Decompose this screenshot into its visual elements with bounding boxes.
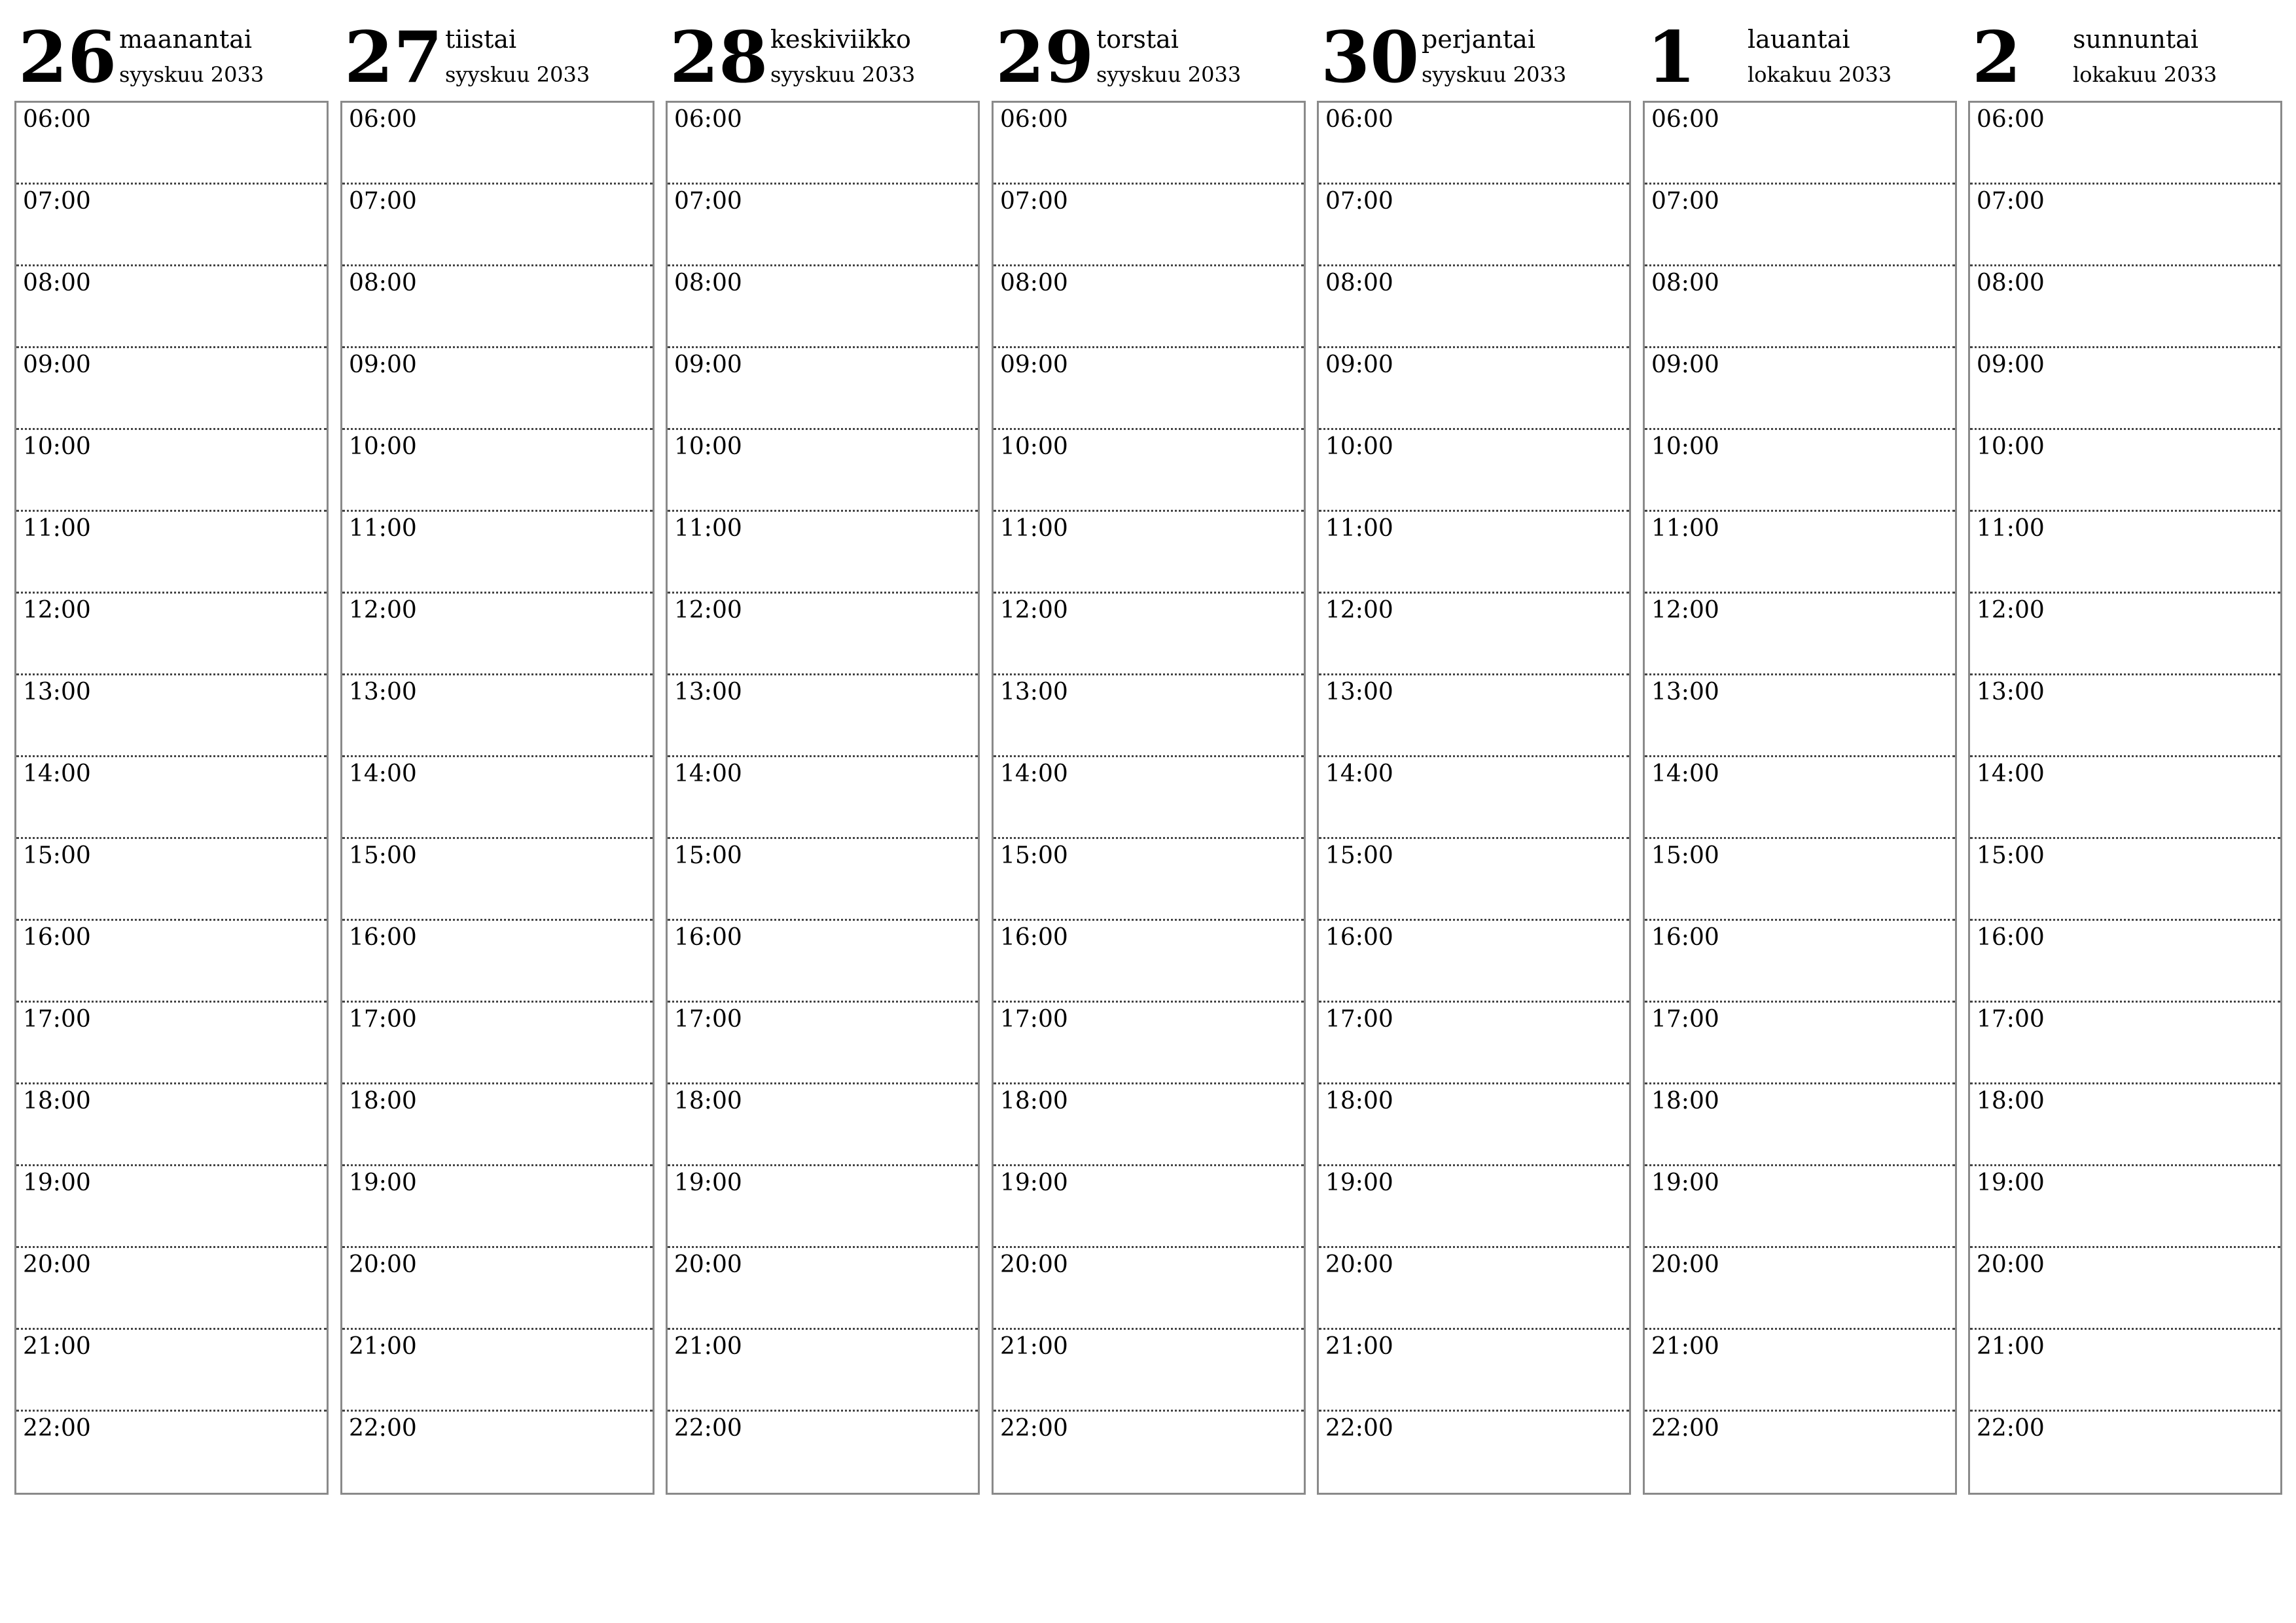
hour-label: 09:00 <box>1000 351 1068 378</box>
day-number: 29 <box>996 16 1094 99</box>
hour-label: 19:00 <box>674 1169 742 1196</box>
hour-label: 22:00 <box>1325 1415 1393 1442</box>
hour-label: 08:00 <box>349 270 417 296</box>
hour-label: 06:00 <box>349 106 417 133</box>
hour-label: 16:00 <box>1325 924 1393 951</box>
hour-label: 16:00 <box>1651 924 1719 951</box>
hour-slot[interactable] <box>994 1084 1304 1166</box>
hour-slot[interactable] <box>668 594 978 675</box>
hour-slot[interactable] <box>1970 839 2280 921</box>
hour-label: 17:00 <box>349 1006 417 1033</box>
hour-label: 12:00 <box>1651 597 1719 624</box>
hour-label: 11:00 <box>1651 515 1719 542</box>
hour-label: 17:00 <box>1977 1006 2045 1033</box>
hour-slot[interactable] <box>1970 757 2280 839</box>
hour-label: 20:00 <box>1977 1251 2045 1278</box>
hour-label: 09:00 <box>1977 351 2045 378</box>
hour-slot[interactable] <box>1319 839 1629 921</box>
hour-slot[interactable] <box>668 839 978 921</box>
hour-slot[interactable] <box>994 1003 1304 1084</box>
hour-slot[interactable] <box>1645 1330 1955 1412</box>
hour-label: 09:00 <box>674 351 742 378</box>
hour-label: 08:00 <box>674 270 742 296</box>
hour-slot[interactable] <box>668 103 978 185</box>
hour-slot[interactable] <box>994 1330 1304 1412</box>
hour-label: 16:00 <box>1977 924 2045 951</box>
hour-label: 10:00 <box>1000 433 1068 460</box>
weekday-name: tiistai <box>445 25 517 54</box>
hour-label: 19:00 <box>1651 1169 1719 1196</box>
hour-label: 14:00 <box>1977 760 2045 787</box>
hour-label: 11:00 <box>674 515 742 542</box>
hour-label: 11:00 <box>1000 515 1068 542</box>
hour-slot[interactable] <box>1645 594 1955 675</box>
hour-slot[interactable] <box>668 1248 978 1330</box>
hour-slot[interactable] <box>994 103 1304 185</box>
hour-slot[interactable] <box>342 675 653 757</box>
hour-label: 06:00 <box>1651 106 1719 133</box>
hour-slot[interactable] <box>342 348 653 430</box>
hour-label: 06:00 <box>1977 106 2045 133</box>
hour-label: 13:00 <box>1325 679 1393 705</box>
hour-label: 16:00 <box>23 924 91 951</box>
day-number: 28 <box>670 16 768 99</box>
hour-slot[interactable] <box>1970 512 2280 594</box>
hour-label: 10:00 <box>1977 433 2045 460</box>
hour-label: 19:00 <box>1325 1169 1393 1196</box>
hour-label: 12:00 <box>674 597 742 624</box>
hour-slot[interactable] <box>342 1166 653 1248</box>
hour-slot[interactable] <box>1970 1166 2280 1248</box>
hour-slot[interactable] <box>1645 1412 1955 1493</box>
hour-slot[interactable] <box>994 185 1304 266</box>
day-column <box>1643 0 1956 1505</box>
day-header <box>1968 0 2281 99</box>
hour-slot[interactable] <box>1970 675 2280 757</box>
hour-slot[interactable] <box>1645 430 1955 512</box>
hour-label: 20:00 <box>23 1251 91 1278</box>
hour-slot[interactable] <box>994 266 1304 348</box>
hour-slot[interactable] <box>994 675 1304 757</box>
hour-slot[interactable] <box>668 266 978 348</box>
hour-label: 17:00 <box>1325 1006 1393 1033</box>
hour-slot[interactable] <box>16 430 327 512</box>
hour-label: 12:00 <box>349 597 417 624</box>
weekday-name: perjantai <box>1422 25 1535 54</box>
hour-slot[interactable] <box>994 348 1304 430</box>
day-schedule-box <box>666 101 980 1495</box>
hour-label: 13:00 <box>23 679 91 705</box>
hour-label: 07:00 <box>1977 188 2045 215</box>
hour-slot[interactable] <box>1970 1084 2280 1166</box>
month-year: syyskuu 2033 <box>1422 62 1567 87</box>
hour-label: 10:00 <box>1651 433 1719 460</box>
hour-slot[interactable] <box>994 1166 1304 1248</box>
hour-slot[interactable] <box>1970 430 2280 512</box>
hour-label: 06:00 <box>674 106 742 133</box>
hour-slot[interactable] <box>1970 1412 2280 1493</box>
day-number: 2 <box>1972 16 2022 99</box>
hour-slot[interactable] <box>16 1003 327 1084</box>
hour-label: 21:00 <box>1325 1333 1393 1360</box>
hour-slot[interactable] <box>668 921 978 1003</box>
hour-slot[interactable] <box>668 348 978 430</box>
hour-slot[interactable] <box>994 1412 1304 1493</box>
hour-label: 18:00 <box>349 1088 417 1115</box>
day-header <box>14 0 327 99</box>
hour-label: 21:00 <box>674 1333 742 1360</box>
hour-label: 18:00 <box>1000 1088 1068 1115</box>
hour-label: 19:00 <box>23 1169 91 1196</box>
hour-slot[interactable] <box>1645 1084 1955 1166</box>
hour-slot[interactable] <box>1319 103 1629 185</box>
hour-label: 15:00 <box>1977 842 2045 869</box>
hour-label: 18:00 <box>1325 1088 1393 1115</box>
weekday-name: keskiviikko <box>770 25 911 54</box>
hour-label: 10:00 <box>23 433 91 460</box>
hour-slot[interactable] <box>1970 1248 2280 1330</box>
hour-label: 11:00 <box>349 515 417 542</box>
weekday-name: maanantai <box>119 25 253 54</box>
hour-slot[interactable] <box>16 1248 327 1330</box>
day-schedule-box <box>14 101 329 1495</box>
hour-slot[interactable] <box>1319 1003 1629 1084</box>
hour-label: 19:00 <box>349 1169 417 1196</box>
hour-label: 22:00 <box>1651 1415 1719 1442</box>
month-year: syyskuu 2033 <box>445 62 590 87</box>
day-schedule-box <box>340 101 655 1495</box>
hour-label: 18:00 <box>674 1088 742 1115</box>
hour-slot[interactable] <box>1645 266 1955 348</box>
hour-label: 07:00 <box>23 188 91 215</box>
hour-slot[interactable] <box>1645 921 1955 1003</box>
hour-slot[interactable] <box>16 594 327 675</box>
day-column <box>1968 0 2281 1505</box>
weekday-name: lauantai <box>1748 25 1850 54</box>
hour-label: 08:00 <box>1651 270 1719 296</box>
hour-slot[interactable] <box>994 757 1304 839</box>
hour-slot[interactable] <box>16 1084 327 1166</box>
hour-slot[interactable] <box>1970 185 2280 266</box>
hour-slot[interactable] <box>16 348 327 430</box>
hour-label: 14:00 <box>1325 760 1393 787</box>
hour-label: 17:00 <box>1651 1006 1719 1033</box>
hour-slot[interactable] <box>342 1084 653 1166</box>
hour-label: 12:00 <box>1325 597 1393 624</box>
hour-slot[interactable] <box>16 757 327 839</box>
hour-label: 13:00 <box>1977 679 2045 705</box>
hour-slot[interactable] <box>16 512 327 594</box>
hour-slot[interactable] <box>1319 1412 1629 1493</box>
hour-label: 21:00 <box>1000 1333 1068 1360</box>
hour-label: 22:00 <box>1000 1415 1068 1442</box>
hour-label: 20:00 <box>349 1251 417 1278</box>
hour-slot[interactable] <box>1319 675 1629 757</box>
hour-label: 19:00 <box>1000 1169 1068 1196</box>
hour-label: 14:00 <box>23 760 91 787</box>
hour-label: 09:00 <box>1325 351 1393 378</box>
hour-slot[interactable] <box>1319 1166 1629 1248</box>
month-year: syyskuu 2033 <box>1096 62 1242 87</box>
day-header <box>1317 0 1630 99</box>
hour-label: 14:00 <box>1000 760 1068 787</box>
day-schedule-box <box>1317 101 1631 1495</box>
weekly-planner <box>14 0 2285 1505</box>
hour-label: 09:00 <box>1651 351 1719 378</box>
hour-label: 10:00 <box>349 433 417 460</box>
hour-slot[interactable] <box>1970 921 2280 1003</box>
hour-label: 08:00 <box>23 270 91 296</box>
hour-label: 17:00 <box>674 1006 742 1033</box>
day-number: 26 <box>18 16 117 99</box>
hour-slot[interactable] <box>16 1330 327 1412</box>
hour-label: 12:00 <box>1977 597 2045 624</box>
hour-slot[interactable] <box>668 1003 978 1084</box>
day-number: 30 <box>1321 16 1420 99</box>
hour-slot[interactable] <box>342 512 653 594</box>
hour-label: 20:00 <box>1651 1251 1719 1278</box>
hour-slot[interactable] <box>994 921 1304 1003</box>
hour-slot[interactable] <box>342 430 653 512</box>
hour-label: 22:00 <box>349 1415 417 1442</box>
hour-label: 17:00 <box>1000 1006 1068 1033</box>
day-schedule-box <box>1643 101 1957 1495</box>
hour-label: 09:00 <box>23 351 91 378</box>
hour-label: 12:00 <box>1000 597 1068 624</box>
hour-label: 15:00 <box>1000 842 1068 869</box>
hour-label: 13:00 <box>1651 679 1719 705</box>
hour-slot[interactable] <box>342 1412 653 1493</box>
hour-slot[interactable] <box>1319 1084 1629 1166</box>
hour-slot[interactable] <box>668 1412 978 1493</box>
hour-slot[interactable] <box>342 185 653 266</box>
hour-label: 14:00 <box>674 760 742 787</box>
hour-slot[interactable] <box>1645 757 1955 839</box>
month-year: lokakuu 2033 <box>2073 62 2217 87</box>
day-schedule-box <box>1968 101 2282 1495</box>
hour-label: 09:00 <box>349 351 417 378</box>
hour-slot[interactable] <box>668 1330 978 1412</box>
hour-slot[interactable] <box>668 1084 978 1166</box>
weekday-name: sunnuntai <box>2073 25 2198 54</box>
hour-label: 07:00 <box>1000 188 1068 215</box>
day-column <box>14 0 327 1505</box>
hour-label: 06:00 <box>1325 106 1393 133</box>
hour-slot[interactable] <box>342 1003 653 1084</box>
hour-label: 10:00 <box>674 433 742 460</box>
hour-slot[interactable] <box>342 921 653 1003</box>
day-header <box>1643 0 1956 99</box>
hour-slot[interactable] <box>1970 103 2280 185</box>
hour-label: 21:00 <box>23 1333 91 1360</box>
hour-slot[interactable] <box>1970 1003 2280 1084</box>
hour-slot[interactable] <box>1970 266 2280 348</box>
hour-label: 20:00 <box>1000 1251 1068 1278</box>
hour-slot[interactable] <box>1319 757 1629 839</box>
hour-slot[interactable] <box>342 839 653 921</box>
hour-label: 21:00 <box>1651 1333 1719 1360</box>
month-year: syyskuu 2033 <box>119 62 264 87</box>
hour-slot[interactable] <box>1645 1003 1955 1084</box>
hour-slot[interactable] <box>668 757 978 839</box>
hour-slot[interactable] <box>1645 185 1955 266</box>
hour-label: 17:00 <box>23 1006 91 1033</box>
hour-slot[interactable] <box>1645 348 1955 430</box>
hour-slot[interactable] <box>1319 512 1629 594</box>
day-column <box>1317 0 1630 1505</box>
hour-label: 07:00 <box>1325 188 1393 215</box>
hour-label: 16:00 <box>674 924 742 951</box>
day-header <box>666 0 978 99</box>
hour-slot[interactable] <box>994 430 1304 512</box>
hour-slot[interactable] <box>1645 1248 1955 1330</box>
hour-slot[interactable] <box>1319 1330 1629 1412</box>
hour-label: 07:00 <box>674 188 742 215</box>
day-column <box>340 0 653 1505</box>
hour-slot[interactable] <box>16 103 327 185</box>
hour-slot[interactable] <box>668 185 978 266</box>
hour-label: 19:00 <box>1977 1169 2045 1196</box>
hour-slot[interactable] <box>342 266 653 348</box>
hour-slot[interactable] <box>1645 512 1955 594</box>
hour-slot[interactable] <box>1319 348 1629 430</box>
hour-slot[interactable] <box>16 185 327 266</box>
hour-slot[interactable] <box>668 430 978 512</box>
hour-slot[interactable] <box>668 1166 978 1248</box>
hour-label: 07:00 <box>349 188 417 215</box>
hour-slot[interactable] <box>1645 675 1955 757</box>
hour-slot[interactable] <box>1645 103 1955 185</box>
hour-slot[interactable] <box>342 1248 653 1330</box>
day-column <box>666 0 978 1505</box>
hour-label: 15:00 <box>1325 842 1393 869</box>
day-column <box>992 0 1304 1505</box>
hour-label: 20:00 <box>1325 1251 1393 1278</box>
hour-slot[interactable] <box>16 839 327 921</box>
hour-label: 16:00 <box>1000 924 1068 951</box>
hour-label: 10:00 <box>1325 433 1393 460</box>
hour-slot[interactable] <box>16 921 327 1003</box>
weekday-name: torstai <box>1096 25 1179 54</box>
hour-slot[interactable] <box>994 512 1304 594</box>
hour-slot[interactable] <box>1319 921 1629 1003</box>
hour-label: 12:00 <box>23 597 91 624</box>
hour-slot[interactable] <box>994 1248 1304 1330</box>
hour-slot[interactable] <box>668 512 978 594</box>
hour-slot[interactable] <box>1319 594 1629 675</box>
hour-label: 08:00 <box>1325 270 1393 296</box>
hour-slot[interactable] <box>342 757 653 839</box>
hour-label: 15:00 <box>1651 842 1719 869</box>
hour-slot[interactable] <box>1319 185 1629 266</box>
hour-slot[interactable] <box>1319 430 1629 512</box>
day-number: 27 <box>344 16 443 99</box>
hour-slot[interactable] <box>16 1412 327 1493</box>
day-schedule-box <box>992 101 1306 1495</box>
hour-label: 21:00 <box>349 1333 417 1360</box>
hour-label: 16:00 <box>349 924 417 951</box>
day-header <box>992 0 1304 99</box>
hour-label: 18:00 <box>23 1088 91 1115</box>
hour-label: 06:00 <box>23 106 91 133</box>
hour-slot[interactable] <box>342 594 653 675</box>
hour-slot[interactable] <box>1970 348 2280 430</box>
hour-slot[interactable] <box>1645 839 1955 921</box>
day-header <box>340 0 653 99</box>
hour-label: 11:00 <box>1325 515 1393 542</box>
hour-slot[interactable] <box>342 1330 653 1412</box>
hour-label: 11:00 <box>1977 515 2045 542</box>
hour-label: 13:00 <box>674 679 742 705</box>
hour-slot[interactable] <box>16 675 327 757</box>
hour-slot[interactable] <box>1970 1330 2280 1412</box>
hour-label: 15:00 <box>349 842 417 869</box>
hour-label: 11:00 <box>23 515 91 542</box>
hour-slot[interactable] <box>994 594 1304 675</box>
hour-label: 14:00 <box>1651 760 1719 787</box>
hour-label: 08:00 <box>1977 270 2045 296</box>
hour-label: 22:00 <box>23 1415 91 1442</box>
month-year: lokakuu 2033 <box>1748 62 1892 87</box>
hour-slot[interactable] <box>342 103 653 185</box>
hour-slot[interactable] <box>1970 594 2280 675</box>
hour-slot[interactable] <box>16 1166 327 1248</box>
month-year: syyskuu 2033 <box>770 62 916 87</box>
hour-slot[interactable] <box>668 675 978 757</box>
hour-slot[interactable] <box>1319 266 1629 348</box>
hour-label: 21:00 <box>1977 1333 2045 1360</box>
hour-slot[interactable] <box>1319 1248 1629 1330</box>
day-number: 1 <box>1647 16 1696 99</box>
hour-label: 22:00 <box>1977 1415 2045 1442</box>
hour-label: 14:00 <box>349 760 417 787</box>
hour-label: 18:00 <box>1977 1088 2045 1115</box>
hour-slot[interactable] <box>1645 1166 1955 1248</box>
hour-label: 13:00 <box>349 679 417 705</box>
hour-label: 13:00 <box>1000 679 1068 705</box>
hour-label: 15:00 <box>23 842 91 869</box>
hour-label: 18:00 <box>1651 1088 1719 1115</box>
hour-label: 07:00 <box>1651 188 1719 215</box>
hour-label: 08:00 <box>1000 270 1068 296</box>
hour-label: 22:00 <box>674 1415 742 1442</box>
hour-label: 06:00 <box>1000 106 1068 133</box>
hour-label: 15:00 <box>674 842 742 869</box>
hour-slot[interactable] <box>994 839 1304 921</box>
hour-label: 20:00 <box>674 1251 742 1278</box>
hour-slot[interactable] <box>16 266 327 348</box>
